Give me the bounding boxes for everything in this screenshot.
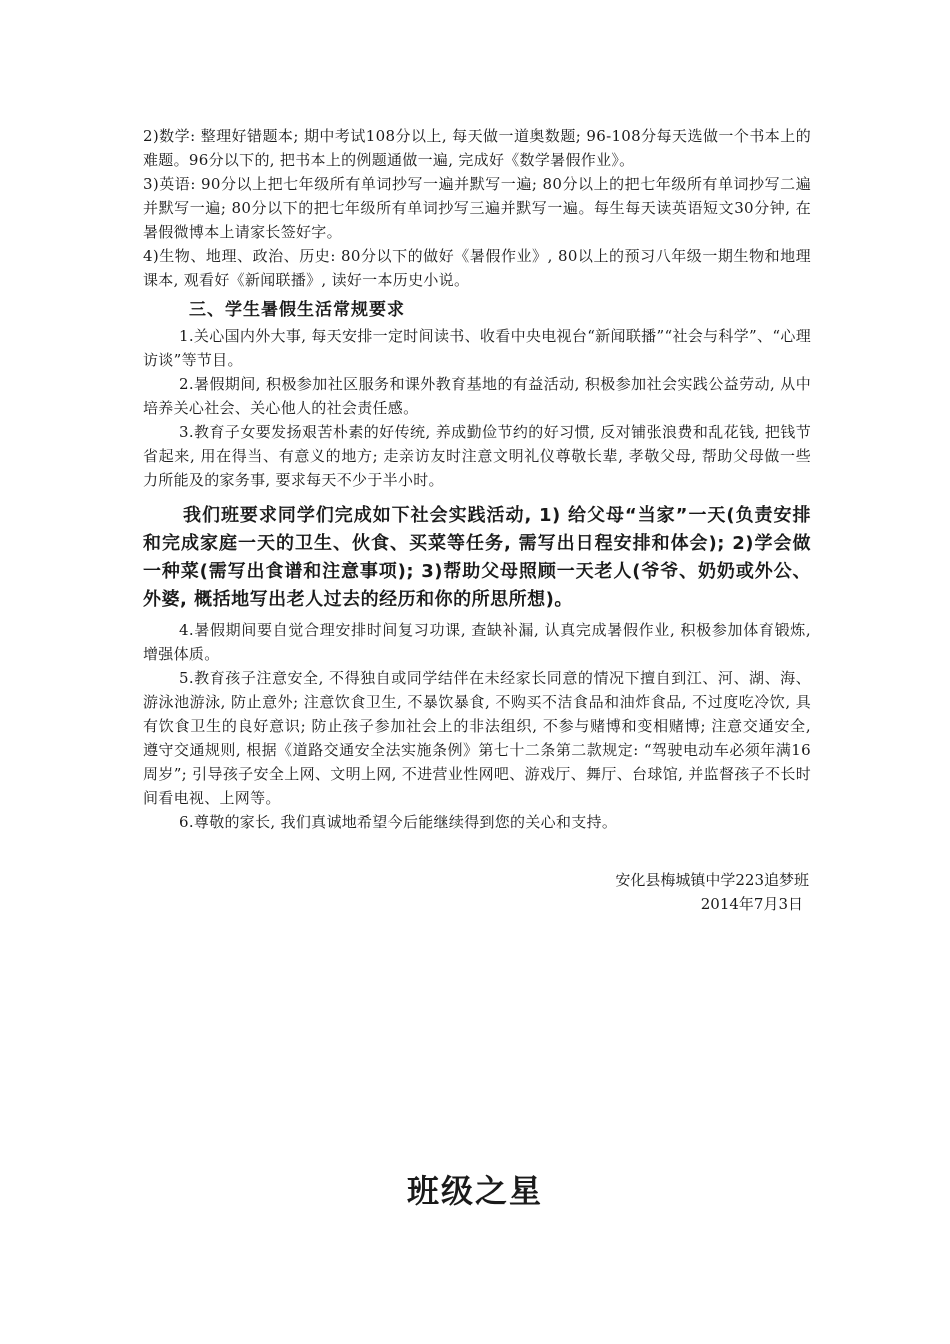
- signature-date: 2014年7月3日: [700, 895, 803, 913]
- rule-item-5: 5.教育孩子注意安全, 不得独自或同学结伴在未经家长同意的情况下擅自到江、河、湖、海、游泳池游泳, 防止意外; 注意饮食卫生, 不暴饮暴食, 不购买不洁食品和油炸食品, 不过度吃冷饮, 具有饮食卫生的良好意识; 防止孩子参加社会上的非法组织, 不参与赌博和变相赌博; 注意交通安全, 遵守交通规则, 根据《道路交通安全法实施条例》第七十二条第二款规定: “驾驶电动车必须年满16周岁”; 引导孩子安全上网、文明上网, 不进营业性网吧、游戏厅、舞厅、台球馆, 并监督孩子不长时间看电视、上网等。: [143, 669, 811, 807]
- rule-item-1: 1.关心国内外大事, 每天安排一定时间读书、收看中央电视台“新闻联播”“社会与科学”、“心理访谈”等节目。: [143, 327, 811, 369]
- document-body: [143, 124, 811, 916]
- rule-item-4: 4.暑假期间要自觉合理安排时间复习功课, 查缺补漏, 认真完成暑假作业, 积极参加体育锻炼, 增强体质。: [143, 621, 811, 663]
- signature-block: [143, 868, 811, 916]
- rule-item-3: 3.教育子女要发扬艰苦朴素的好传统, 养成勤俭节约的好习惯, 反对铺张浪费和乱花钱, 把钱节省起来, 用在得当、有意义的地方; 走亲访友时注意文明礼仪尊敬长辈, 孝敬父母, 帮助父母做一些力所能及的家务事, 要求每天不少于半小时。: [143, 423, 811, 489]
- class-star-title: 班级之星: [406, 1172, 543, 1210]
- rule-item-2: 2.暑假期间, 积极参加社区服务和课外教育基地的有益活动, 积极参加社会实践公益劳动, 从中培养关心社会、关心他人的社会责任感。: [143, 375, 811, 417]
- other-subjects-requirement: 4)生物、地理、政治、历史: 80分以下的做好《暑假作业》, 80以上的预习八年级一期生物和地理课本, 观看好《新闻联播》, 读好一本历史小说。: [143, 247, 811, 289]
- english-requirement: 3)英语: 90分以上把七年级所有单词抄写一遍并默写一遍; 80分以上的把七年级所有单词抄写二遍并默写一遍; 80分以下的把七年级所有单词抄写三遍并默写一遍。每生每天读英语短文30分钟, 在暑假微博本上请家长签好字。: [143, 175, 811, 241]
- social-practice-paragraph: 我们班要求同学们完成如下社会实践活动, 1) 给父母“当家”一天(负责安排和完成家庭一天的卫生、伙食、买菜等任务, 需写出日程安排和体会); 2)学会做一种菜(需写出食谱和注意事项); 3)帮助父母照顾一天老人(爷爷、奶奶或外公、外婆, 概括地写出老人过去的经历和你的所思所想)。: [143, 505, 811, 610]
- rule-item-6: 6.尊敬的家长, 我们真诚地希望今后能继续得到您的关心和支持。: [179, 813, 618, 831]
- math-requirement: 2)数学: 整理好错题本; 期中考试108分以上, 每天做一道奥数题; 96-108分每天选做一个书本上的难题。96分以下的, 把书本上的例题通做一遍, 完成好《数学暑假作业》。: [143, 127, 811, 169]
- section-heading: 三、学生暑假生活常规要求: [189, 300, 405, 320]
- signature-org: 安化县梅城镇中学223追梦班: [615, 871, 809, 889]
